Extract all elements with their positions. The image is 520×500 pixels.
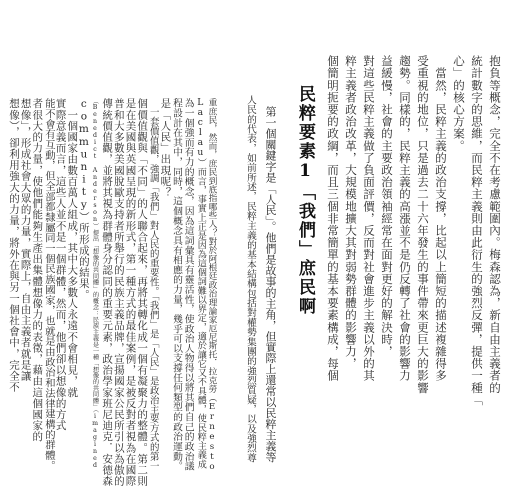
- body-text-line: 普和大多數美國脫歐支持者所舉行的民族主義品牌，宣揚國家公民所引以為傲的: [112, 98, 125, 487]
- body-text-line: 趨勢。同樣的，民粹主義的高漲並不是仍反轉了社會的影響力: [398, 55, 412, 382]
- body-text-line: 是在美國與英國呈現的新形式，第一種方式的最佳案例，是被反對者視為在國際: [124, 98, 137, 487]
- body-text-line: 人民的代表，如前所述，民粹主義的基本結構包括對權勢集團的強烈質疑，以及強烈尊: [245, 95, 256, 463]
- body-text-line: 傳統價值觀，並將其視為群體身分認同的重要元素，政治學家班尼迪克．安德森: [101, 98, 114, 487]
- body-text-line: 第一個關鍵字是「人民」。他們是故事的主角，但實際上還常以民粹主義等: [264, 95, 277, 463]
- section-heading: 民粹要素1「我們」庶民啊: [295, 85, 315, 316]
- body-text-line: 為一個強而有力的概念，因為這詞彙具有靈活性，使政治人物得以將其們自己的政治議: [182, 98, 194, 471]
- body-text-line: 統計數字的思維，而民粹主義則由此衍生的強烈反彈，提供一種「: [470, 55, 484, 406]
- body-text-line: 受重視的地位，只是過去二十六年發生的事件帶來更巨大的影響: [416, 55, 430, 394]
- body-text-line: 益緩慢，社會的主要政治領袖經常在面對更好的解決時，: [380, 55, 394, 358]
- body-text-line: 一套價值觀，強調「我們」對人民的重要性。「我們」是「人民」是政治主要方式的第一: [147, 98, 159, 471]
- body-text-line: 想像」，形成社會大眾的力量，實際上，自由主義者就是讓: [19, 98, 32, 382]
- body-text-line: 想像），卻利用強大的力量，將外在與另一個社會中，完全不: [8, 98, 20, 393]
- body-text-line: 者很大的力量，使他們能夠生產出集體想像力的表徵，藉由這個國家的: [31, 98, 44, 443]
- body-text-line: 是「人民」出現呢？: [159, 98, 172, 198]
- body-text-line: （Benedict Anderson）提出「想像的共同體」的概念：民族主義是一種「想像的共同體」（imagined: [91, 98, 99, 469]
- body-text-line: 程設計在其中，同時，這個概念具有相應的力量，幾乎可以支撐任何類型的政治運動。: [171, 98, 183, 471]
- body-text-line: 個簡明扼要的政綱，而且三個非常簡單的基本要素構成，每個: [326, 55, 340, 382]
- body-text-line: 心」的核心方案。: [452, 55, 466, 152]
- body-text-line: 重庶民，然而，庶民到底指哪些人？對於阿根廷政治理論家厄尼斯托．拉克勞（Ernesto: [207, 98, 217, 472]
- body-text-line: 對這些民粹主義做了負面評價，反而對社會進步主義以外的其: [362, 55, 376, 382]
- body-text-line: 一個國家由數百萬人組成，其中大多數人永遠不會相見，就: [66, 98, 79, 398]
- body-text-line: 能不會有互動，但全部都隸屬同一個民族國家，也就是由政治和法律建構的群體。: [42, 98, 55, 471]
- body-text-line: 實際意義而言，這些人並不是一個群體，然而，他們卻以想像的方式: [54, 98, 67, 431]
- body-text-line: 個價值觀與「不同」的人聯合起來，再將其轉化成一個有凝聚力的整體。第二則: [136, 98, 149, 487]
- body-text-line: 當然，民粹主義的政治支撐，比起以上簡短的描述複雜得多: [434, 55, 448, 382]
- body-text-line: Laclau）而言，事實上正是因為這個詞難以界定，適於讓它又不具體，使民粹主義成: [195, 98, 206, 469]
- body-text-line: community）所形成的結果。: [77, 98, 90, 301]
- body-text-line: 粹主義者政治改革，大規模地擴大其對弱勢群體的影響力，: [344, 55, 358, 370]
- body-text-line: 抱負等概念，完全不在考慮範圍內。梅森認為，新自由主義者的: [488, 55, 502, 394]
